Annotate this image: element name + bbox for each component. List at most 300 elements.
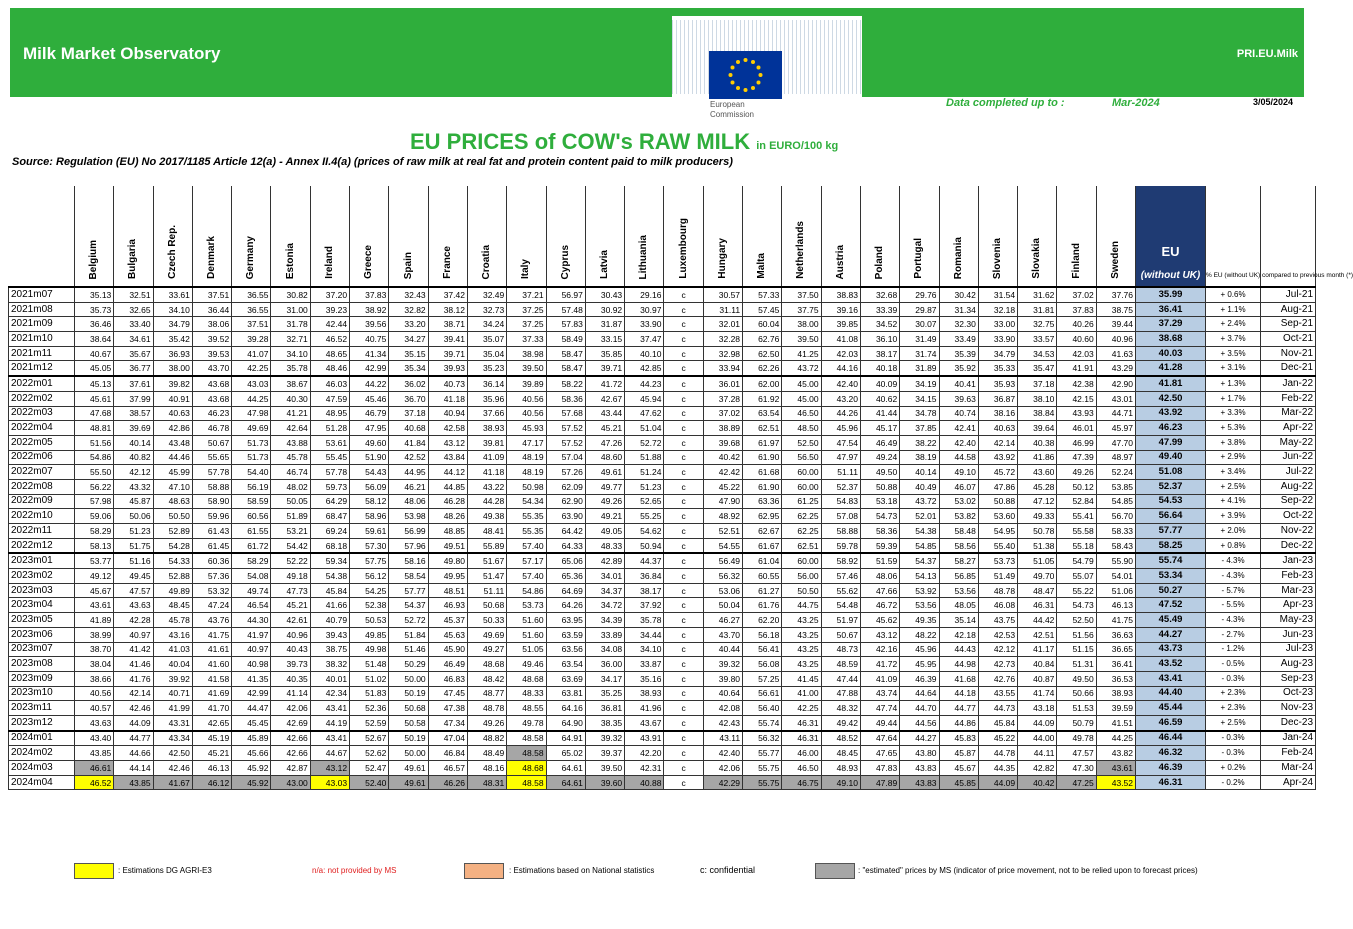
price-cell: 52.50 xyxy=(782,435,821,450)
european-commission-logo xyxy=(672,16,862,119)
price-cell: 40.88 xyxy=(625,775,664,790)
price-cell: 62.90 xyxy=(546,494,585,509)
price-cell: 39.63 xyxy=(939,391,978,406)
price-cell: 37.50 xyxy=(782,287,821,302)
price-cell: 46.49 xyxy=(860,435,899,450)
price-cell: 45.90 xyxy=(428,642,467,657)
price-cell: 51.49 xyxy=(978,569,1017,584)
month-cell: Jan-22 xyxy=(1261,376,1316,391)
price-cell: 37.21 xyxy=(507,287,546,302)
price-cell: 39.93 xyxy=(428,361,467,376)
price-cell: 43.92 xyxy=(978,450,1017,465)
month-cell: Oct-22 xyxy=(1261,509,1316,524)
price-cell: 41.72 xyxy=(860,657,899,672)
price-cell: 41.18 xyxy=(467,465,506,480)
price-cell: 45.46 xyxy=(350,391,389,406)
price-cell: 44.78 xyxy=(978,746,1017,761)
price-cell: 63.54 xyxy=(546,657,585,672)
page-title: EU PRICES of COW's RAW MILK in EURO/100 kg xyxy=(410,129,839,154)
price-cell: 61.92 xyxy=(743,391,782,406)
price-cell: 37.61 xyxy=(114,376,153,391)
eu-price-cell: 35.99 xyxy=(1136,287,1206,302)
price-cell: 53.21 xyxy=(271,524,310,539)
price-cell: 54.86 xyxy=(507,583,546,598)
price-cell: 57.40 xyxy=(507,569,546,584)
price-cell: 48.68 xyxy=(507,761,546,776)
price-cell: 54.73 xyxy=(860,509,899,524)
price-cell: 44.12 xyxy=(428,465,467,480)
price-cell: 42.25 xyxy=(232,361,271,376)
price-cell: 61.43 xyxy=(192,524,231,539)
price-cell: 54.86 xyxy=(75,450,114,465)
period-cell: 2022m12 xyxy=(9,538,75,553)
price-cell: 42.66 xyxy=(271,731,310,746)
price-cell: 35.04 xyxy=(467,346,506,361)
price-cell: c xyxy=(664,391,703,406)
price-cell: 45.96 xyxy=(821,421,860,436)
price-cell: 40.42 xyxy=(703,450,742,465)
price-cell: 40.14 xyxy=(114,435,153,450)
price-cell: 34.79 xyxy=(153,317,192,332)
price-cell: 58.92 xyxy=(821,553,860,568)
price-cell: 51.02 xyxy=(350,671,389,686)
price-cell: 45.72 xyxy=(978,465,1017,480)
price-cell: 48.82 xyxy=(467,731,506,746)
price-cell: 63.56 xyxy=(546,642,585,657)
price-cell: 45.99 xyxy=(153,465,192,480)
price-cell: 48.51 xyxy=(428,583,467,598)
price-cell: 41.76 xyxy=(114,671,153,686)
price-cell: 34.01 xyxy=(585,569,624,584)
eu-flag-icon xyxy=(709,51,782,99)
price-cell: 55.58 xyxy=(1057,524,1096,539)
price-cell: 42.51 xyxy=(1018,627,1057,642)
price-cell: 39.43 xyxy=(310,627,349,642)
price-cell: 40.64 xyxy=(703,686,742,701)
eu-price-cell: 36.41 xyxy=(1136,302,1206,317)
price-cell: 41.03 xyxy=(153,642,192,657)
price-cell: 54.25 xyxy=(350,583,389,598)
price-cell: c xyxy=(664,465,703,480)
price-cell: 40.01 xyxy=(310,671,349,686)
price-cell: 58.90 xyxy=(192,494,231,509)
price-cell: 51.73 xyxy=(232,435,271,450)
price-cell: 57.83 xyxy=(546,317,585,332)
price-cell: 57.17 xyxy=(507,553,546,568)
period-cell: 2021m12 xyxy=(9,361,75,376)
price-cell: 48.55 xyxy=(507,701,546,716)
flag-star-icon xyxy=(736,60,740,64)
country-header xyxy=(271,186,310,287)
price-cell: 41.75 xyxy=(1096,613,1135,628)
price-cell: 38.19 xyxy=(900,450,939,465)
price-cell: 43.93 xyxy=(1057,406,1096,421)
price-cell: 43.72 xyxy=(900,494,939,509)
price-cell: 48.42 xyxy=(467,671,506,686)
price-cell: 46.72 xyxy=(860,598,899,613)
country-header-label: Estonia xyxy=(284,242,296,279)
price-cell: 46.93 xyxy=(428,598,467,613)
price-cell: 48.58 xyxy=(507,775,546,790)
price-cell: 44.71 xyxy=(1096,406,1135,421)
price-cell: 41.51 xyxy=(1096,715,1135,730)
price-cell: 46.23 xyxy=(192,406,231,421)
price-cell: 51.38 xyxy=(1018,538,1057,553)
eu-price-cell: 46.23 xyxy=(1136,421,1206,436)
price-cell: 47.62 xyxy=(625,406,664,421)
price-cell: 45.87 xyxy=(114,494,153,509)
period-cell: 2024m02 xyxy=(9,746,75,761)
price-cell: 43.68 xyxy=(192,376,231,391)
price-cell: 57.26 xyxy=(546,465,585,480)
price-cell: 40.96 xyxy=(271,627,310,642)
price-cell: 57.68 xyxy=(546,406,585,421)
price-cell: 39.69 xyxy=(114,421,153,436)
price-cell: 49.77 xyxy=(585,479,624,494)
price-cell: 42.86 xyxy=(153,421,192,436)
price-cell: 35.15 xyxy=(389,346,428,361)
price-cell: 38.71 xyxy=(428,317,467,332)
price-cell: 38.57 xyxy=(114,406,153,421)
table-row xyxy=(9,450,1316,465)
price-cell: 38.17 xyxy=(860,346,899,361)
price-cell: 37.76 xyxy=(1096,287,1135,302)
price-cell: 55.35 xyxy=(507,509,546,524)
price-cell: 64.69 xyxy=(546,583,585,598)
price-cell: 53.02 xyxy=(939,494,978,509)
price-cell: 48.33 xyxy=(507,686,546,701)
country-header xyxy=(467,186,506,287)
price-cell: 29.76 xyxy=(900,287,939,302)
price-cell: 51.53 xyxy=(1057,701,1096,716)
price-cell: 41.44 xyxy=(860,406,899,421)
price-cell: 31.81 xyxy=(1018,302,1057,317)
eu-price-cell: 57.77 xyxy=(1136,524,1206,539)
price-cell: 50.78 xyxy=(1018,524,1057,539)
table-row xyxy=(9,715,1316,730)
price-cell: 57.36 xyxy=(192,569,231,584)
price-cell: 39.82 xyxy=(153,376,192,391)
pct-change-cell: + 3.5% xyxy=(1206,346,1261,361)
logo-text-line2: Commission xyxy=(710,110,755,119)
price-cell: 38.06 xyxy=(192,317,231,332)
price-cell: 33.00 xyxy=(978,317,1017,332)
month-cell: Dec-23 xyxy=(1261,715,1316,730)
price-cell: 32.30 xyxy=(939,317,978,332)
price-cell: c xyxy=(664,671,703,686)
price-cell: 41.97 xyxy=(232,627,271,642)
price-cell: 50.06 xyxy=(114,509,153,524)
price-cell: 64.61 xyxy=(546,775,585,790)
price-cell: 42.99 xyxy=(350,361,389,376)
price-cell: 46.84 xyxy=(428,746,467,761)
price-cell: 33.40 xyxy=(114,317,153,332)
data-completed-label: Data completed up to : xyxy=(946,97,1065,109)
price-cell: 43.40 xyxy=(75,731,114,746)
price-cell: 38.89 xyxy=(703,421,742,436)
price-cell: 32.49 xyxy=(467,287,506,302)
price-cell: 47.70 xyxy=(1096,435,1135,450)
price-cell: 46.50 xyxy=(782,761,821,776)
price-cell: 43.88 xyxy=(271,435,310,450)
price-cell: 44.47 xyxy=(232,701,271,716)
price-cell: 50.29 xyxy=(389,657,428,672)
pct-change-cell: + 2.9% xyxy=(1206,450,1261,465)
flag-star-icon xyxy=(751,86,755,90)
price-cell: 42.67 xyxy=(585,391,624,406)
price-cell: 44.22 xyxy=(350,376,389,391)
price-cell: 51.84 xyxy=(389,627,428,642)
price-cell: 44.46 xyxy=(153,450,192,465)
price-cell: 39.89 xyxy=(507,376,546,391)
price-cell: 41.21 xyxy=(271,406,310,421)
country-header xyxy=(585,186,624,287)
title-unit: in EURO/100 kg xyxy=(756,140,839,152)
month-cell: Jun-23 xyxy=(1261,627,1316,642)
price-cell: 42.42 xyxy=(703,465,742,480)
price-cell: 49.24 xyxy=(860,450,899,465)
price-cell: 49.42 xyxy=(821,715,860,730)
price-cell: 43.34 xyxy=(153,731,192,746)
price-cell: 41.09 xyxy=(467,450,506,465)
country-header xyxy=(153,186,192,287)
price-cell: 32.28 xyxy=(703,332,742,347)
country-header-label: Netherlands xyxy=(795,221,807,279)
price-cell: 56.32 xyxy=(743,731,782,746)
price-cell: 54.40 xyxy=(232,465,271,480)
price-cell: 41.74 xyxy=(1018,686,1057,701)
price-cell: 42.66 xyxy=(271,746,310,761)
price-cell: 34.24 xyxy=(467,317,506,332)
price-cell: c xyxy=(664,686,703,701)
pct-change-cell: - 4.3% xyxy=(1206,553,1261,568)
pct-change-cell: - 0.3% xyxy=(1206,731,1261,746)
price-cell: 40.63 xyxy=(153,406,192,421)
price-cell: 47.30 xyxy=(1057,761,1096,776)
price-cell: 42.28 xyxy=(114,613,153,628)
price-cell: 36.77 xyxy=(114,361,153,376)
country-header-label: Belgium xyxy=(88,239,100,279)
price-cell: 49.89 xyxy=(153,583,192,598)
price-cell: 49.61 xyxy=(389,761,428,776)
price-cell: 69.24 xyxy=(310,524,349,539)
eu-price-cell: 44.27 xyxy=(1136,627,1206,642)
price-cell: 44.25 xyxy=(232,391,271,406)
price-cell: 48.59 xyxy=(821,657,860,672)
price-cell: 36.93 xyxy=(153,346,192,361)
price-cell: 52.67 xyxy=(350,731,389,746)
price-cell: 48.92 xyxy=(703,509,742,524)
price-cell: 43.18 xyxy=(1018,701,1057,716)
month-cell: Jul-23 xyxy=(1261,642,1316,657)
price-cell: c xyxy=(664,746,703,761)
price-cell: 40.18 xyxy=(860,361,899,376)
price-cell: 57.78 xyxy=(192,465,231,480)
price-cell: 37.85 xyxy=(900,421,939,436)
price-cell: 41.07 xyxy=(232,346,271,361)
period-cell: 2023m07 xyxy=(9,642,75,657)
country-header xyxy=(821,186,860,287)
price-cell: 41.63 xyxy=(1096,346,1135,361)
price-cell: 55.41 xyxy=(1057,509,1096,524)
price-cell: 42.06 xyxy=(271,701,310,716)
price-cell: 60.00 xyxy=(782,553,821,568)
price-cell: 44.16 xyxy=(821,361,860,376)
country-header-label: Croatia xyxy=(481,244,493,279)
price-cell: 44.95 xyxy=(389,465,428,480)
price-cell: 38.99 xyxy=(75,627,114,642)
price-cell: 62.51 xyxy=(743,421,782,436)
price-cell: 49.26 xyxy=(467,715,506,730)
eu-price-cell: 52.37 xyxy=(1136,479,1206,494)
price-cell: 48.06 xyxy=(389,494,428,509)
price-cell: 41.18 xyxy=(428,391,467,406)
price-cell: 36.81 xyxy=(585,701,624,716)
price-cell: 40.35 xyxy=(271,671,310,686)
price-cell: 62.95 xyxy=(743,509,782,524)
price-cell: 61.45 xyxy=(192,538,231,553)
price-cell: 44.14 xyxy=(114,761,153,776)
price-cell: 42.15 xyxy=(1057,391,1096,406)
price-cell: 50.53 xyxy=(350,613,389,628)
price-cell: 40.62 xyxy=(860,391,899,406)
price-cell: 42.40 xyxy=(939,435,978,450)
price-cell: 50.67 xyxy=(821,627,860,642)
price-cell: 49.05 xyxy=(585,524,624,539)
price-cell: c xyxy=(664,569,703,584)
price-cell: 39.28 xyxy=(232,332,271,347)
price-cell: 34.19 xyxy=(900,376,939,391)
pct-change-cell: + 3.1% xyxy=(1206,361,1261,376)
price-cell: 48.93 xyxy=(821,761,860,776)
period-cell: 2022m02 xyxy=(9,391,75,406)
table-row xyxy=(9,613,1316,628)
price-cell: c xyxy=(664,406,703,421)
eu-price-cell: 47.99 xyxy=(1136,435,1206,450)
price-cell: 49.26 xyxy=(1057,465,1096,480)
price-cell: 54.13 xyxy=(900,569,939,584)
price-cell: 40.73 xyxy=(428,376,467,391)
price-cell: 45.85 xyxy=(939,775,978,790)
price-cell: 39.73 xyxy=(271,657,310,672)
price-cell: 45.00 xyxy=(782,391,821,406)
price-cell: 37.25 xyxy=(507,317,546,332)
price-cell: 47.86 xyxy=(978,479,1017,494)
price-cell: 61.25 xyxy=(782,494,821,509)
price-cell: 48.85 xyxy=(428,524,467,539)
price-cell: 40.57 xyxy=(75,701,114,716)
price-cell: 45.97 xyxy=(1096,421,1135,436)
period-cell: 2024m04 xyxy=(9,775,75,790)
price-cell: 42.85 xyxy=(625,361,664,376)
month-cell: Nov-23 xyxy=(1261,701,1316,716)
price-cell: 43.84 xyxy=(428,450,467,465)
price-cell: 44.09 xyxy=(978,775,1017,790)
price-cell: 54.38 xyxy=(900,524,939,539)
price-cell: 50.33 xyxy=(467,613,506,628)
price-cell: 64.26 xyxy=(546,598,585,613)
price-cell: 50.67 xyxy=(192,435,231,450)
month-cell: May-23 xyxy=(1261,613,1316,628)
price-cell: 45.62 xyxy=(860,613,899,628)
price-cell: c xyxy=(664,494,703,509)
price-cell: 48.31 xyxy=(467,775,506,790)
price-cell: 46.61 xyxy=(75,761,114,776)
price-cell: 51.59 xyxy=(860,553,899,568)
price-cell: 47.34 xyxy=(428,715,467,730)
price-cell: 32.98 xyxy=(703,346,742,361)
price-cell: 41.70 xyxy=(192,701,231,716)
period-cell: 2022m06 xyxy=(9,450,75,465)
price-cell: 44.86 xyxy=(939,715,978,730)
price-cell: 57.77 xyxy=(389,583,428,598)
price-cell: 55.18 xyxy=(1057,538,1096,553)
period-cell: 2022m07 xyxy=(9,465,75,480)
month-cell: Aug-23 xyxy=(1261,657,1316,672)
price-cell: 64.61 xyxy=(546,761,585,776)
price-cell: c xyxy=(664,657,703,672)
country-header xyxy=(350,186,389,287)
price-cell: 44.26 xyxy=(821,406,860,421)
price-cell: 33.49 xyxy=(939,332,978,347)
price-cell: 40.10 xyxy=(625,346,664,361)
price-cell: 48.60 xyxy=(585,450,624,465)
country-header-label: Latvia xyxy=(599,250,610,279)
price-cell: 45.66 xyxy=(232,746,271,761)
price-cell: 41.89 xyxy=(75,613,114,628)
price-cell: 38.17 xyxy=(625,583,664,598)
country-header-label: Bulgaria xyxy=(127,238,139,279)
price-cell: 57.46 xyxy=(821,569,860,584)
price-cell: 49.60 xyxy=(350,435,389,450)
month-cell: Nov-22 xyxy=(1261,524,1316,539)
price-cell: 41.14 xyxy=(271,686,310,701)
price-cell: 42.76 xyxy=(978,671,1017,686)
price-cell: 62.50 xyxy=(743,346,782,361)
price-cell: 51.67 xyxy=(467,553,506,568)
price-cell: 40.26 xyxy=(1057,317,1096,332)
country-header xyxy=(743,186,782,287)
country-header-label: Luxembourg xyxy=(677,218,689,279)
price-cell: 43.12 xyxy=(310,761,349,776)
eu-price-cell: 41.81 xyxy=(1136,376,1206,391)
price-cell: 42.14 xyxy=(114,686,153,701)
price-cell: 34.39 xyxy=(585,613,624,628)
table-row xyxy=(9,302,1316,317)
month-cell: Apr-23 xyxy=(1261,598,1316,613)
table-row xyxy=(9,642,1316,657)
price-cell: 55.75 xyxy=(743,761,782,776)
price-cell: 34.37 xyxy=(585,583,624,598)
price-cell: 42.14 xyxy=(978,435,1017,450)
price-cell: 43.16 xyxy=(153,627,192,642)
country-header-label: Austria xyxy=(834,244,846,279)
price-cell: 39.44 xyxy=(1096,317,1135,332)
price-cell: 36.84 xyxy=(625,569,664,584)
price-cell: 44.18 xyxy=(939,686,978,701)
price-cell: 46.99 xyxy=(1057,435,1096,450)
price-cell: 50.58 xyxy=(389,715,428,730)
price-cell: 55.75 xyxy=(743,775,782,790)
price-cell: 46.74 xyxy=(271,465,310,480)
country-header xyxy=(978,186,1017,287)
price-cell: 49.50 xyxy=(860,465,899,480)
price-cell: 30.42 xyxy=(939,287,978,302)
price-cell: 40.98 xyxy=(232,657,271,672)
price-cell: 58.54 xyxy=(389,569,428,584)
price-cell: 40.68 xyxy=(389,421,428,436)
table-row xyxy=(9,524,1316,539)
